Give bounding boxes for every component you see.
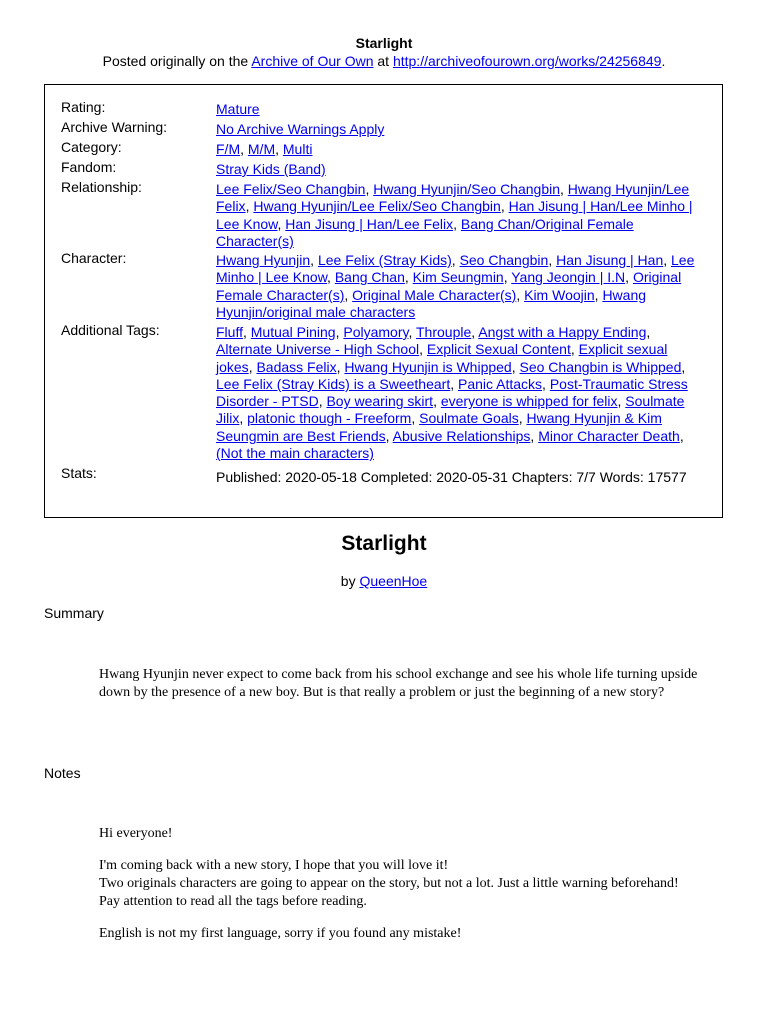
- rating-label: Rating:: [61, 99, 106, 115]
- tag-link[interactable]: platonic though - Freeform: [247, 410, 412, 427]
- warning-link[interactable]: No Archive Warnings Apply: [216, 121, 385, 137]
- notes-paragraph: Hi everyone!: [99, 826, 173, 841]
- tag-link[interactable]: Seo Changbin is Whipped: [519, 358, 682, 375]
- character-link[interactable]: Kim Seungmin: [412, 269, 504, 286]
- tag-link[interactable]: Abusive Relationships: [392, 427, 531, 444]
- byline: [0, 572, 768, 590]
- category-link[interactable]: M/M: [247, 141, 276, 157]
- tag-link[interactable]: Explicit Sexual Content: [426, 341, 571, 358]
- tag-link[interactable]: Polyamory: [343, 324, 409, 340]
- by-text: by: [340, 573, 356, 589]
- character-link[interactable]: Hwang Hyunjin: [216, 252, 311, 268]
- document-header: [0, 34, 768, 70]
- character-link[interactable]: Original Female Character(s): [216, 269, 682, 303]
- author-link[interactable]: QueenHoe: [359, 573, 428, 589]
- notes-text: [99, 825, 699, 943]
- notes-paragraph: I'm coming back with a new story, I hope that you will love it!: [99, 858, 449, 873]
- relationship-link[interactable]: Hwang Hyunjin/Seo Changbin: [373, 181, 561, 197]
- character-link[interactable]: Original Male Character(s): [352, 286, 517, 303]
- relationship-link[interactable]: Lee Felix/Seo Changbin: [216, 181, 366, 197]
- tag-link[interactable]: Hwang Hyunjin is Whipped: [344, 358, 512, 375]
- tag-link[interactable]: everyone is whipped for felix: [440, 393, 618, 410]
- warning-label: Archive Warning:: [61, 119, 168, 135]
- character-link[interactable]: Kim Woojin: [524, 286, 595, 303]
- tag-link[interactable]: Hwang Hyunjin & Kim Seungmin are Best Friends: [216, 410, 662, 444]
- category-link[interactable]: F/M: [216, 141, 241, 157]
- tag-link[interactable]: Lee Felix (Stray Kids) is a Sweetheart: [216, 375, 451, 392]
- notes-paragraph: Pay attention to read all the tags before reading.: [99, 894, 367, 909]
- tag-link[interactable]: Minor Character Death: [538, 427, 680, 444]
- character-link[interactable]: Hwang Hyunjin/original male characters: [216, 286, 647, 320]
- period: .: [661, 53, 666, 69]
- relationship-label: Relationship:: [61, 179, 142, 195]
- posted-prefix: Posted originally on the: [102, 53, 249, 69]
- tags-label: Additional Tags:: [61, 322, 160, 338]
- character-link[interactable]: Lee Minho | Lee Know: [216, 252, 695, 286]
- character-label: Character:: [61, 250, 127, 266]
- relationship-link[interactable]: Hwang Hyunjin/Lee Felix/Seo Changbin: [253, 198, 501, 215]
- tag-link[interactable]: Alternate Universe - High School: [216, 341, 420, 358]
- relationship-link[interactable]: Han Jisung | Han/Lee Felix: [285, 215, 454, 232]
- notes-heading: Notes: [44, 765, 81, 781]
- character-link[interactable]: Yang Jeongin | I.N: [511, 269, 626, 286]
- fandom-label: Fandom:: [61, 159, 117, 175]
- tag-link[interactable]: Soulmate Goals: [419, 410, 519, 427]
- fandom-link[interactable]: Stray Kids (Band): [216, 161, 326, 177]
- tag-link[interactable]: Post-Traumatic Stress Disorder - PTSD: [216, 375, 688, 410]
- tag-link[interactable]: Panic Attacks: [458, 375, 543, 392]
- tag-link[interactable]: Boy wearing skirt: [326, 393, 434, 410]
- summary-paragraph: Hwang Hyunjin never expect to come back from his school exchange and see his whole life turning upside down by the presence of a new boy. But is that really a problem or just the beginning of a new story?: [99, 667, 698, 700]
- tag-link[interactable]: Fluff: [216, 324, 243, 340]
- summary-text: [99, 666, 699, 702]
- tag-link[interactable]: Angst with a Happy Ending: [478, 324, 647, 340]
- archive-link[interactable]: Archive of Our Own: [251, 53, 374, 69]
- work-title: Starlight: [341, 532, 427, 555]
- tag-link[interactable]: Soulmate Jilix: [216, 393, 685, 427]
- work-url-link[interactable]: http://archiveofourown.org/works/24256849: [392, 53, 662, 69]
- header-title: Starlight: [355, 35, 413, 51]
- tag-link[interactable]: Throuple: [416, 324, 472, 340]
- at-text: at: [377, 53, 390, 69]
- character-link[interactable]: Bang Chan: [334, 269, 405, 286]
- character-link[interactable]: Seo Changbin: [459, 252, 549, 268]
- category-link[interactable]: Multi: [282, 141, 313, 157]
- posted-line: [0, 52, 768, 70]
- tag-link[interactable]: (Not the main characters): [216, 445, 374, 462]
- relationship-link[interactable]: Hwang Hyunjin/Lee Felix: [216, 181, 690, 215]
- category-label: Category:: [61, 139, 122, 155]
- rating-link[interactable]: Mature: [216, 101, 260, 117]
- character-link[interactable]: Han Jisung | Han: [556, 252, 664, 268]
- tag-link[interactable]: Mutual Pining: [250, 324, 336, 340]
- notes-paragraph: English is not my first language, sorry if you found any mistake!: [99, 926, 462, 941]
- relationship-link[interactable]: Han Jisung | Han/Lee Minho | Lee Know: [216, 198, 693, 232]
- relationship-link[interactable]: Bang Chan/Original Female Character(s): [216, 215, 634, 249]
- stats-label: Stats:: [61, 465, 97, 481]
- character-link[interactable]: Lee Felix (Stray Kids): [317, 252, 452, 268]
- notes-paragraph: Two originals characters are going to appear on the story, but not a lot. Just a little warning beforehand!: [99, 876, 679, 891]
- tag-link[interactable]: Explicit sexual jokes: [216, 341, 668, 375]
- work-meta-box: Rating: Mature Archive Warning: No Archive Warnings Apply Category: F/M, M/M, Multi Fandom: Stray Kids (Band) Relationship: Lee Felix/Seo Changbin, Hwang Hyunjin/Seo Changbin, Hwang Hyunjin/Lee Felix, Hwang Hyunjin/Lee Felix/Seo Changbin, Han Jisung | Han/Lee Minho | Lee Know, Han Jisung | Han/Lee Felix, Bang Chan/Original Female Character(s) Character: Hwang Hyunjin, Lee Felix (Stray Kids), Seo Changbin, Han Jisung | Han, Lee Minho | Lee Know, Bang Chan, Kim Seungmin, Yang Jeongin | I.N, Original Female Character(s), Original Male Character(s), Kim Woojin, Hwang Hyunjin/original male characters Additional Tags: Fluff, Mutual Pining, Polyamory, Throuple, Angst with a Happy Ending, Alternate Universe - High School, Explicit Sexual Content, Explicit sexual jokes, Badass Felix, Hwang Hyunjin is Whipped, Seo Changbin is Whipped, Lee Felix (Stray Kids) is a Sweetheart, Panic Attacks, Post-Traumatic Stress Disorder - PTSD, Boy wearing skirt, everyone is whipped for felix, Soulmate Jilix, platonic though - Freeform, Soulmate Goals, Hwang Hyunjin & Kim Seungmin are Best Friends, Abusive Relationships, Minor Character Death, (Not the main characters) Stats: Published: 2020-05-18 Completed: 2020-05-31 Chapters: 7/7 Words: 17577: [44, 84, 723, 518]
- stats-value: Published: 2020-05-18 Completed: 2020-05-31 Chapters: 7/7 Words: 17577: [216, 469, 687, 485]
- tag-link[interactable]: Badass Felix: [256, 358, 337, 375]
- summary-heading: Summary: [44, 605, 104, 621]
